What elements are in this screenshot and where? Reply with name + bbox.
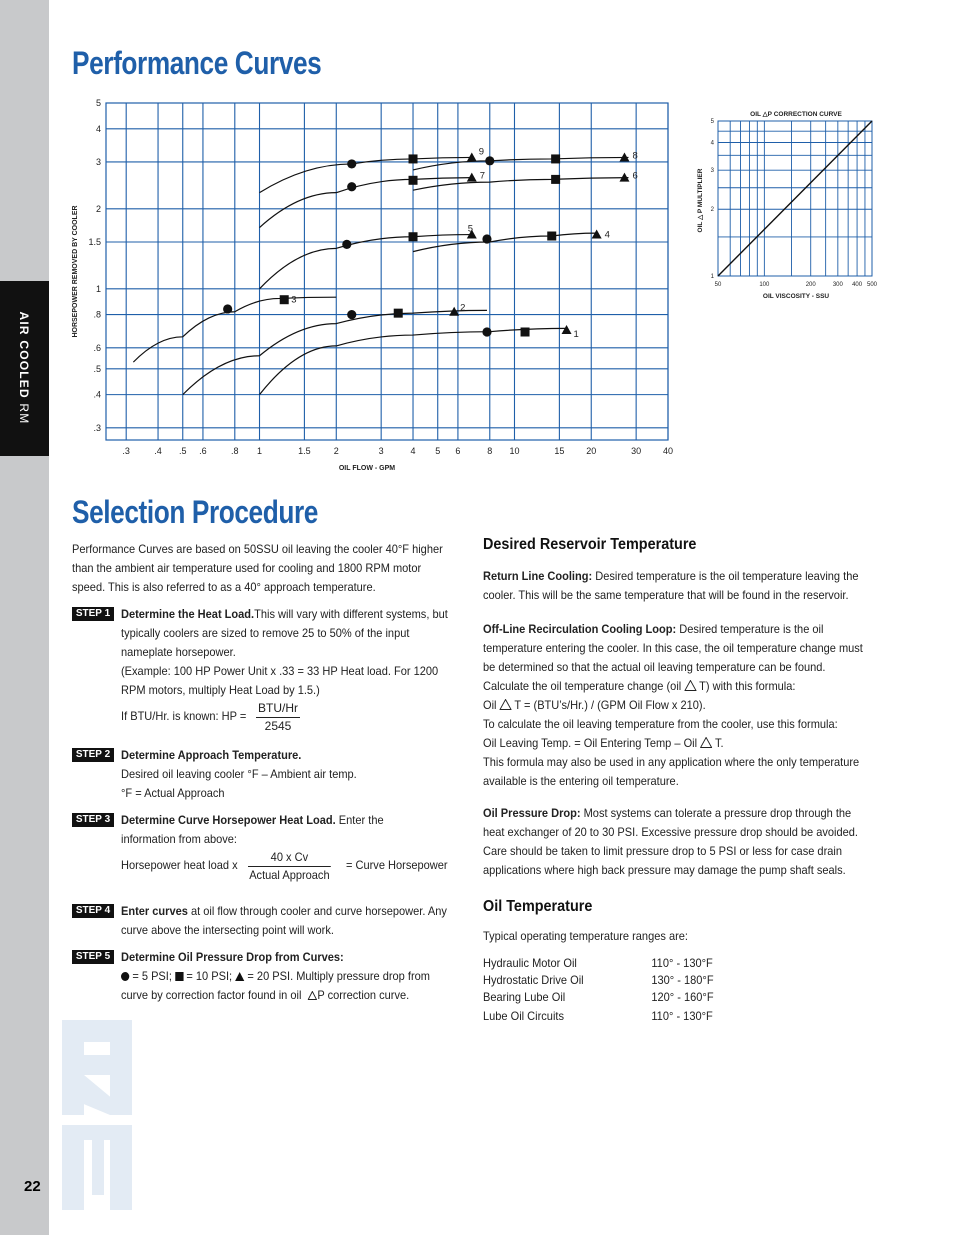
step4-text	[121, 902, 452, 940]
correction-chart-title: OIL △P CORRECTION CURVE	[750, 111, 842, 118]
pressure-drop-paragraph	[483, 804, 874, 880]
step3-formula-fraction	[248, 849, 331, 884]
delta-outline-icon	[700, 737, 712, 748]
x-tick-label: 30	[631, 446, 642, 456]
section-tab-bold: AIR COOLED	[17, 311, 31, 399]
step2-title: Determine Approach Temperature.	[121, 748, 302, 762]
x-tick-label: 5	[435, 446, 441, 456]
formula1-end: T = (BTU’s/Hr.) / (GPM Oil Flow x 210).	[511, 698, 706, 712]
correction-y-tick: 3	[710, 168, 714, 175]
x-tick-label: 3	[378, 446, 384, 456]
marker-circle-5psi	[347, 182, 356, 191]
circle-marker-icon	[121, 972, 129, 981]
marker-circle-5psi	[485, 156, 494, 165]
marker-square-10psi	[280, 295, 289, 304]
step1-title: Determine the Heat Load.	[121, 607, 255, 621]
curve-number-label: 5	[467, 223, 474, 235]
curve-number-label: 4	[604, 229, 610, 241]
temp-row-name: Hydraulic Motor Oil	[483, 956, 577, 970]
x-tick-label: 8	[487, 446, 493, 456]
square-marker-icon	[175, 972, 183, 981]
marker-circle-5psi	[342, 240, 351, 249]
offline-loop-body-end: T) with this formula:	[696, 679, 796, 693]
temp-row-range: 110° - 130°F	[651, 1009, 713, 1023]
temp-row-range: 110° - 130°F	[651, 956, 713, 970]
reservoir-temperature-heading: Desired Reservoir Temperature	[483, 536, 697, 553]
y-tick-label: 1.5	[88, 237, 101, 248]
step1-formula-numerator: BTU/Hr	[256, 700, 300, 718]
return-line-paragraph	[483, 567, 874, 605]
step2-badge: STEP 2	[72, 748, 114, 762]
step2-line2: °F = Actual Approach	[121, 786, 225, 800]
temp-row-name: Hydrostatic Drive Oil	[483, 973, 584, 987]
correction-x-tick: 300	[832, 282, 843, 288]
curve-number-label: 9	[478, 146, 485, 158]
marker-circle-5psi	[482, 327, 491, 336]
correction-x-tick: 500	[866, 282, 878, 288]
marker-square-10psi	[521, 328, 530, 337]
y-tick-label: .8	[93, 309, 101, 320]
y-tick-label: 5	[95, 98, 101, 108]
step1-formula-label: If BTU/Hr. is known: HP =	[121, 709, 247, 723]
performance-curves-heading: Performance Curves	[72, 45, 322, 81]
oil-temperature-intro: Typical operating temperature ranges are:	[483, 929, 688, 943]
step1-formula-fraction	[256, 700, 300, 735]
marker-square-10psi	[409, 176, 418, 185]
marker-circle-5psi	[482, 234, 491, 243]
correction-x-tick: 200	[805, 282, 816, 288]
step3-formula-result: = Curve Horsepower	[346, 858, 448, 872]
correction-y-axis-title: OIL △ P MULTIPLIER	[697, 168, 704, 233]
step5-triangle-text: = 20 PSI. Multiply pressure drop from curve by correction factor found in oil	[121, 969, 430, 1002]
x-tick-label: 1.5	[298, 446, 311, 456]
pressure-correction-chart	[690, 104, 885, 309]
performance-curves-chart	[60, 95, 680, 470]
offline-loop-label: Off-Line Recirculation Cooling Loop:	[483, 622, 677, 636]
y-tick-label: .6	[93, 342, 101, 353]
temp-row-name: Bearing Lube Oil	[483, 990, 566, 1004]
step5-circle-text: = 5 PSI;	[129, 969, 176, 983]
step2-line1: Desired oil leaving cooler °F – Ambient air temp.	[121, 767, 357, 781]
correction-y-tick: 1	[710, 274, 714, 280]
oil-temperature-heading: Oil Temperature	[483, 898, 593, 915]
x-tick-label: 2	[333, 446, 339, 456]
section-tab-label	[17, 312, 31, 425]
correction-y-tick: 4	[710, 140, 714, 147]
y-tick-label: .4	[93, 389, 101, 400]
marker-circle-5psi	[223, 304, 232, 313]
x-tick-label: .5	[178, 446, 187, 456]
marker-square-10psi	[551, 154, 560, 163]
intro-paragraph: Performance Curves are based on 50SSU oil leaving the cooler 40°F higher than the ambient air temperature used for cooling and 1800 RPM motor speed. This is also referred to as a 40° approach temperature.	[72, 542, 443, 594]
step5-square-text: = 10 PSI;	[183, 969, 236, 983]
page-number: 22	[24, 1178, 41, 1195]
x-tick-label: 6	[455, 446, 461, 456]
step5-tail-text: P correction curve.	[317, 988, 410, 1002]
step5-text	[121, 948, 452, 1005]
temp-row-name: Lube Oil Circuits	[483, 1009, 564, 1023]
step3-title: Determine Curve Horsepower Heat Load.	[121, 813, 336, 827]
step4-title: Enter curves	[121, 904, 188, 918]
step5-title: Determine Oil Pressure Drop from Curves:	[121, 950, 344, 964]
curve-number-label: 7	[479, 170, 486, 182]
y-tick-label: 2	[95, 203, 101, 214]
step3-formula-label: Horsepower heat load x	[121, 858, 238, 872]
temp-row-range: 120° - 160°F	[651, 990, 714, 1004]
step1-body: This will vary with different systems, but typically coolers are sized to remove 25 to 50% of the input nameplate horsepower.	[121, 607, 448, 659]
sidebar	[0, 0, 49, 1235]
x-tick-label: .3	[122, 446, 130, 456]
correction-y-tick: 2	[710, 207, 714, 214]
y-tick-label: 1	[95, 283, 101, 294]
pressure-drop-body: Most systems can tolerate a pressure drop through the heat exchanger of 20 to 30 PSI. Excessive pressure drop should be avoided. Care should be taken to limit pressure drop to 5 PSI or less for case drain applications where high back pressure may damage the pump shaft seals.	[483, 806, 858, 877]
formula-usage-note: This formula may also be used in any application where the only temperature available is the entering oil temperature.	[483, 755, 860, 788]
y-tick-label: .3	[93, 422, 101, 433]
y-axis-title: HORSEPOWER REMOVED BY COOLER	[72, 205, 79, 338]
delta-outline-icon	[500, 699, 512, 710]
step5-badge: STEP 5	[72, 950, 114, 964]
offline-loop-body: Desired temperature is the oil temperature entering the cooler. In this case, the oil temperature change must be determined so that the actual oil leaving temperature can be found. Calculate the oil temperature change (oil	[483, 622, 863, 693]
step3-text	[121, 811, 425, 849]
step3-formula-denominator: Actual Approach	[249, 868, 330, 882]
x-axis-title: OIL FLOW - GPM	[338, 465, 396, 470]
x-tick-label: .6	[199, 446, 207, 456]
return-line-body: Desired temperature is the oil temperature leaving the cooler. This will be the same temperature that will be found in the reservoir.	[483, 569, 859, 602]
step1-badge: STEP 1	[72, 607, 114, 621]
curve-number-label: 8	[632, 150, 638, 162]
correction-y-tick: 5	[710, 119, 714, 125]
y-tick-label: 3	[95, 156, 101, 167]
selection-procedure-heading: Selection Procedure	[72, 494, 318, 530]
x-tick-label: 4	[410, 446, 416, 456]
step1-formula-denominator: 2545	[264, 719, 292, 733]
formula2-start: Oil Leaving Temp. = Oil Entering Temp – Oil	[483, 736, 701, 750]
marker-square-10psi	[547, 232, 556, 241]
step3-body: Enter the information from above:	[121, 813, 384, 846]
return-line-label: Return Line Cooling:	[483, 569, 593, 583]
y-tick-label: 4	[95, 123, 101, 134]
step2-text	[121, 746, 452, 803]
marker-square-10psi	[409, 232, 418, 241]
x-tick-label: 20	[586, 446, 597, 456]
leaving-temp-intro: To calculate the oil leaving temperature from the cooler, use this formula:	[483, 717, 838, 731]
formula1-start: Oil	[483, 698, 500, 712]
section-tab-light: RM	[17, 403, 31, 425]
triangle-marker-icon	[235, 972, 244, 981]
formula2-end: T.	[712, 736, 724, 750]
step3-badge: STEP 3	[72, 813, 114, 827]
curve-number-label: 6	[632, 170, 638, 182]
step4-body: at oil flow through cooler and curve horsepower. Any curve above the intersecting point will work.	[121, 904, 447, 937]
correction-x-tick: 400	[852, 282, 863, 288]
x-tick-label: .8	[231, 446, 239, 456]
temp-row-range: 130° - 180°F	[651, 973, 714, 987]
step4-badge: STEP 4	[72, 904, 114, 918]
offline-loop-paragraph	[483, 620, 874, 791]
correction-x-axis-title: OIL VISCOSITY - SSU	[762, 293, 830, 300]
marker-square-10psi	[409, 154, 418, 163]
x-tick-label: 40	[662, 446, 674, 456]
plot-area	[106, 103, 668, 440]
correction-x-tick: 100	[759, 282, 770, 288]
x-tick-label: 15	[554, 446, 565, 456]
rm-watermark-logo	[52, 1010, 147, 1215]
marker-square-10psi	[551, 175, 560, 184]
marker-circle-5psi	[347, 310, 356, 319]
curve-number-label: 2	[460, 302, 466, 314]
curve-number-label: 1	[573, 329, 579, 341]
marker-circle-5psi	[347, 159, 356, 168]
y-tick-label: .5	[93, 363, 101, 374]
x-tick-label: 10	[509, 446, 520, 456]
temp-row	[483, 1008, 759, 1025]
x-tick-label: 1	[257, 446, 263, 456]
step3-formula-numerator: 40 x Cv	[248, 849, 331, 867]
pressure-drop-label: Oil Pressure Drop:	[483, 806, 581, 820]
marker-square-10psi	[394, 309, 403, 318]
step1-text	[121, 605, 452, 700]
x-tick-label: .4	[154, 446, 162, 456]
temp-row	[483, 955, 759, 972]
curve-number-label: 3	[291, 294, 297, 306]
delta-outline-icon	[684, 680, 696, 691]
step1-example: (Example: 100 HP Power Unit x .33 = 33 HP Heat load. For 1200 RPM motors, multiply Heat Load by 1.5.)	[121, 664, 439, 697]
temp-row	[483, 989, 759, 1006]
temp-row	[483, 972, 759, 989]
correction-x-tick: 50	[714, 282, 722, 288]
